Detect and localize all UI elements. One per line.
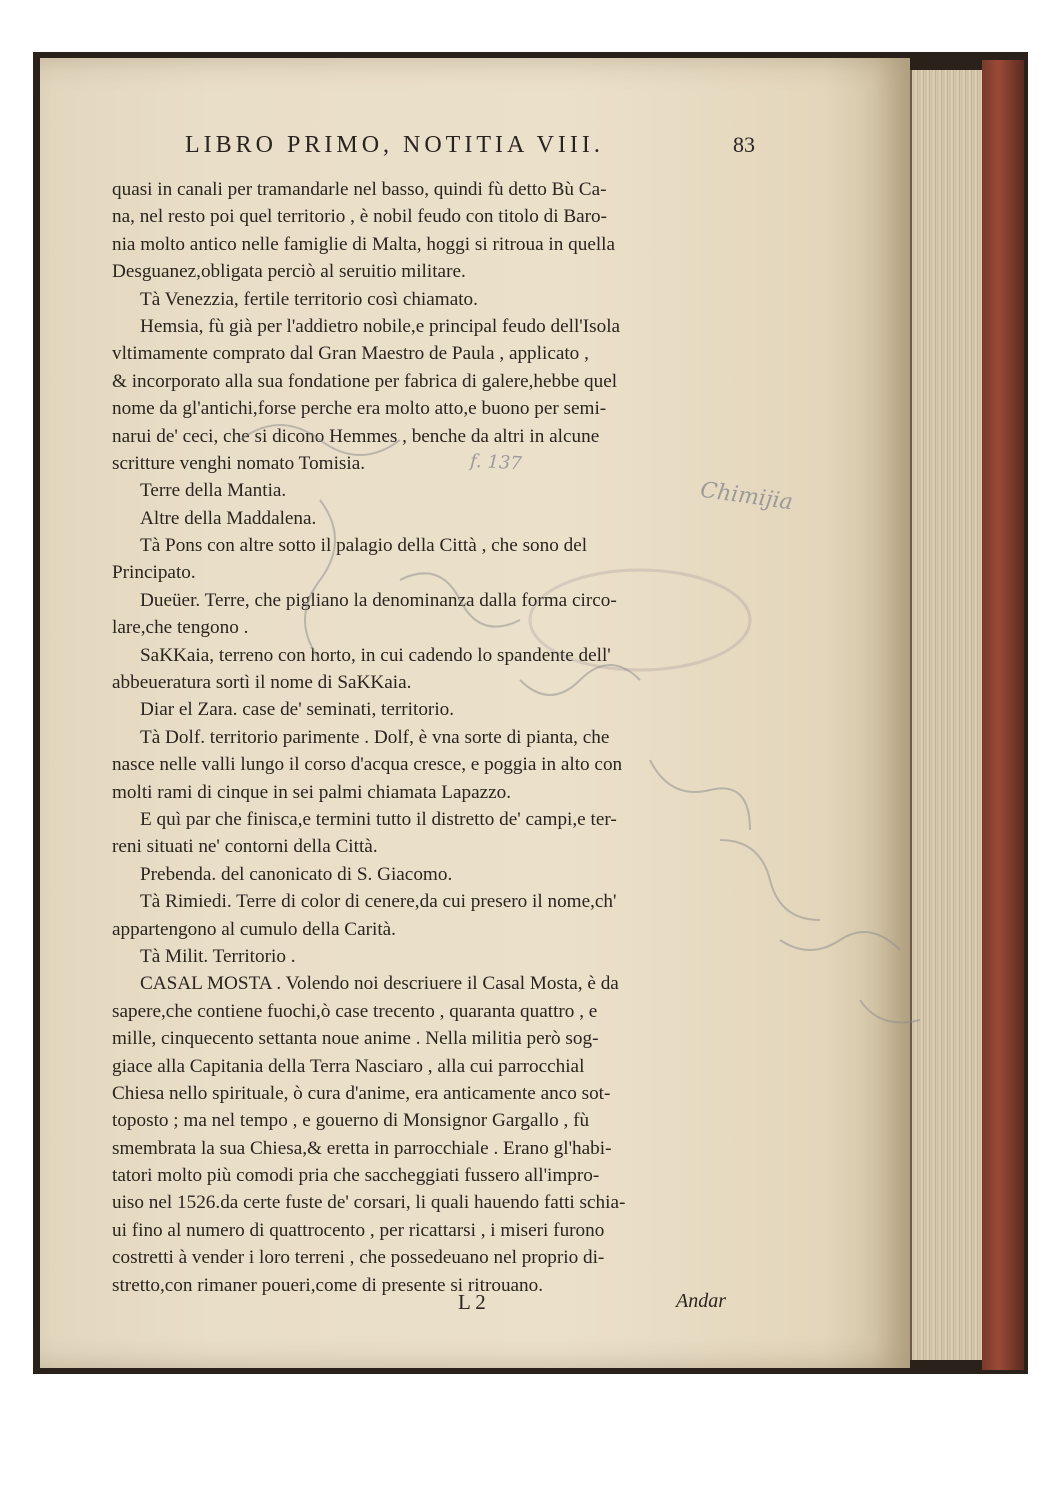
page-edges: [910, 70, 984, 1360]
catchword: Andar: [676, 1290, 726, 1312]
text-line: appartengono al cumulo della Carità.: [112, 918, 396, 940]
text-line: Tà Venezzia, fertile territorio così chiamato.: [140, 288, 478, 310]
handwritten-annotation: Chimijia: [698, 477, 795, 516]
handwritten-annotation: f. 137: [469, 450, 523, 475]
text-line: ui fino al numero di quattrocento , per ricattarsi , i miseri furono: [112, 1219, 605, 1241]
text-line: quasi in canali per tramandarle nel basso, quindi fù detto Bù Ca-: [112, 179, 607, 200]
text-line: E quì par che finisca,e termini tutto il distretto de' campi,e ter-: [140, 808, 617, 830]
text-line: mille, cinquecento settanta noue anime . Nella militia però sog-: [112, 1028, 599, 1050]
book-cover-edge: [982, 60, 1024, 1370]
signature-mark: L 2: [458, 1290, 486, 1314]
text-line: costretti à vender i loro terreni , che possedeuano nel proprio di-: [112, 1247, 605, 1269]
text-line: & incorporato alla sua fondatione per fabrica di galere,hebbe quel: [112, 370, 618, 392]
text-line: Terre della Mantia.: [140, 480, 287, 502]
text-line: Principato.: [112, 562, 196, 584]
text-line: Tà Milit. Territorio .: [140, 945, 296, 967]
text-line: Tà Pons con altre sotto il palagio della Città , che sono del: [140, 535, 588, 557]
text-line: Tà Dolf. territorio parimente . Dolf, è vna sorte di pianta, che: [140, 726, 610, 748]
text-line: vltimamente comprato dal Gran Maestro de Paula , applicato ,: [112, 343, 589, 365]
text-line: sapere,che contiene fuochi,ò case trecento , quaranta quattro , e: [112, 1000, 598, 1022]
text-line: Chiesa nello spirituale, ò cura d'anime, era anticamente anco sot-: [112, 1082, 611, 1104]
text-line: abbeueratura sortì il nome di SaKKaia.: [112, 672, 412, 694]
page-header: [185, 132, 755, 168]
text-line: nia molto antico nelle famiglie di Malta, hoggi si ritroua in quella: [112, 233, 616, 255]
body-text: [112, 176, 762, 1299]
text-line: uiso nel 1526.da certe fuste de' corsari, li quali hauendo fatti schia-: [112, 1192, 626, 1214]
text-line: reni situati ne' contorni della Città.: [112, 836, 378, 858]
text-line: lare,che tengono .: [112, 617, 249, 639]
text-line: CASAL MOSTA . Volendo noi descriuere il Casal Mosta, è da: [140, 973, 619, 995]
text-line: stretto,con rimaner poueri,come di presente si ritrouano.: [112, 1274, 544, 1296]
text-line: giace alla Capitania della Terra Nasciaro , alla cui parrocchial: [112, 1055, 585, 1077]
text-line: Diar el Zara. case de' seminati, territorio.: [140, 699, 455, 721]
page-number: 83: [733, 132, 755, 157]
text-line: Hemsia, fù già per l'addietro nobile,e principal feudo dell'Isola: [140, 315, 621, 337]
text-line: Tà Rimiedi. Terre di color di cenere,da cui presero il nome,ch': [140, 891, 617, 913]
text-line: na, nel resto poi quel territorio , è nobil feudo con titolo di Baro-: [112, 206, 608, 228]
text-line: Desguanez,obligata perciò al seruitio militare.: [112, 261, 466, 283]
text-line: tatori molto più comodi pria che saccheggiati fussero all'impro-: [112, 1165, 600, 1187]
text-line: nasce nelle valli lungo il corso d'acqua cresce, e poggia in alto con: [112, 754, 623, 776]
text-line: Altre della Maddalena.: [140, 507, 317, 529]
running-title: LIBRO PRIMO, NOTITIA VIII.: [185, 132, 604, 158]
text-line: toposto ; ma nel tempo , e gouerno di Monsignor Gargallo , fù: [112, 1110, 590, 1132]
text-line: Dueüer. Terre, che pigliano la denominanza dalla forma circo-: [140, 589, 617, 611]
text-line: smembrata la sua Chiesa,& eretta in parrocchiale . Erano gl'habi-: [112, 1137, 612, 1159]
text-line: narui de' ceci, che si dicono Hemmes , benche da altri in alcune: [112, 425, 600, 447]
text-line: Prebenda. del canonicato di S. Giacomo.: [140, 863, 453, 885]
text-line: molti rami di cinque in sei palmi chiamata Lapazzo.: [112, 781, 512, 803]
text-line: SaKKaia, terreno con horto, in cui cadendo lo spandente dell': [140, 644, 611, 666]
text-line: nome da gl'antichi,forse perche era molto atto,e buono per semi-: [112, 398, 607, 420]
text-line: scritture venghi nomato Tomisia.: [112, 452, 366, 474]
